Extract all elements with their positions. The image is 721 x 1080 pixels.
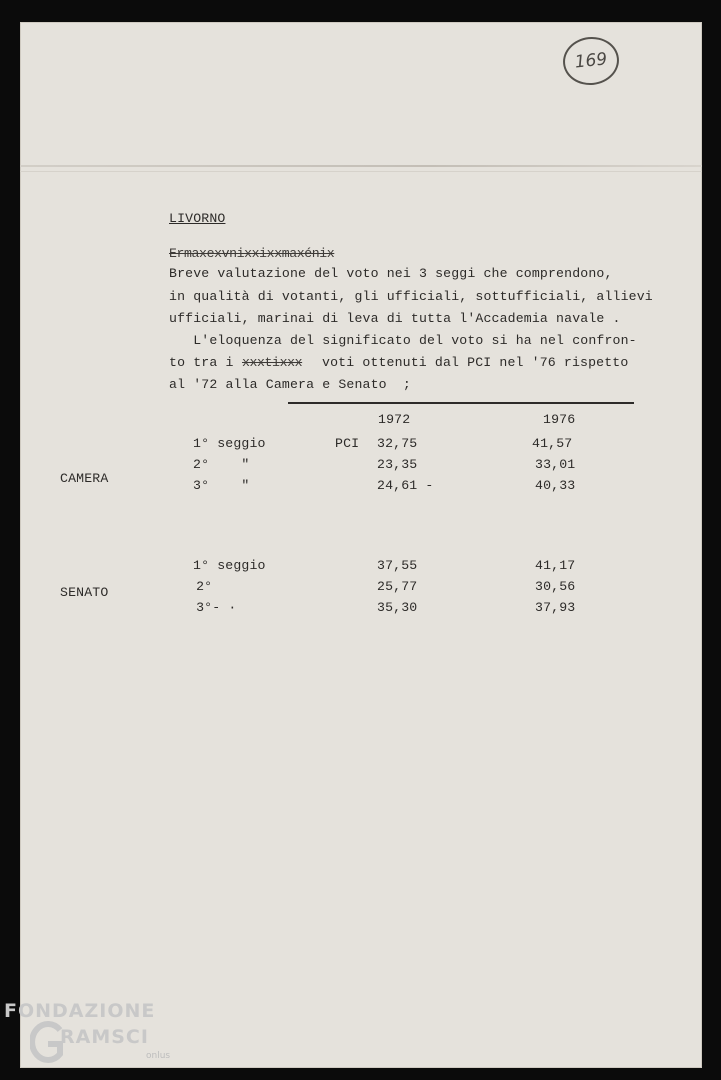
section-label-camera: CAMERA [60,471,109,486]
intro-line-6: al '72 alla Camera e Senato ; [169,377,411,392]
paper-fold-shadow [20,171,702,172]
watermark-line-2: RAMSCI [60,1026,149,1048]
column-header-1976: 1976 [543,412,576,427]
heading-livorno: LIVORNO [169,211,226,226]
intro-line-5b: voti ottenuti dal PCI nel '76 rispetto [322,355,629,370]
senato-1976-1: 41,17 [535,558,576,573]
handwritten-page-number: 169 [561,34,622,88]
camera-1972-1: 32,75 [377,436,418,451]
senato-1972-3: 35,30 [377,600,418,615]
party-label: PCI [335,436,360,451]
camera-1972-3: 24,61 - [377,478,434,493]
camera-1976-2: 33,01 [535,457,576,472]
senato-1972-2: 25,77 [377,579,418,594]
intro-line-4: L'eloquenza del significato del voto si ha nel confron- [169,333,637,348]
senato-seggio-3: 3°- · [188,600,237,615]
senato-1976-2: 30,56 [535,579,576,594]
watermark-line-1: FONDAZIONE [4,1000,156,1022]
intro-line-1: Breve valutazione del voto nei 3 seggi che comprendono, [169,266,613,281]
intro-line-3: ufficiali, marinai di leva di tutta l'Accademia navale . [169,311,621,326]
struck-out-line: Ermaxexvnixxixxmaxénix [169,246,335,261]
document-page [20,22,702,1068]
section-label-senato: SENATO [60,585,109,600]
senato-1976-3: 37,93 [535,600,576,615]
senato-seggio-2: 2° [188,579,213,594]
struck-out-word: xxxtixxx [242,355,303,370]
camera-1976-3: 40,33 [535,478,576,493]
intro-line-2: in qualità di votanti, gli ufficiali, sottufficiali, allievi [169,289,653,304]
paper-fold [20,165,702,167]
table-header-rule [288,402,634,404]
camera-seggio-3: 3° " [193,478,250,493]
watermark-onlus: onlus [146,1051,171,1061]
camera-seggio-2: 2° " [193,457,250,472]
camera-1976-1: 41,57 [532,436,573,451]
camera-seggio-1: 1° seggio [193,436,266,451]
column-header-1972: 1972 [378,412,411,427]
fondazione-gramsci-watermark [4,1000,204,1070]
senato-1972-1: 37,55 [377,558,418,573]
senato-seggio-1: 1° seggio [193,558,266,573]
intro-line-5a: to tra i [169,355,234,370]
camera-1972-2: 23,35 [377,457,418,472]
